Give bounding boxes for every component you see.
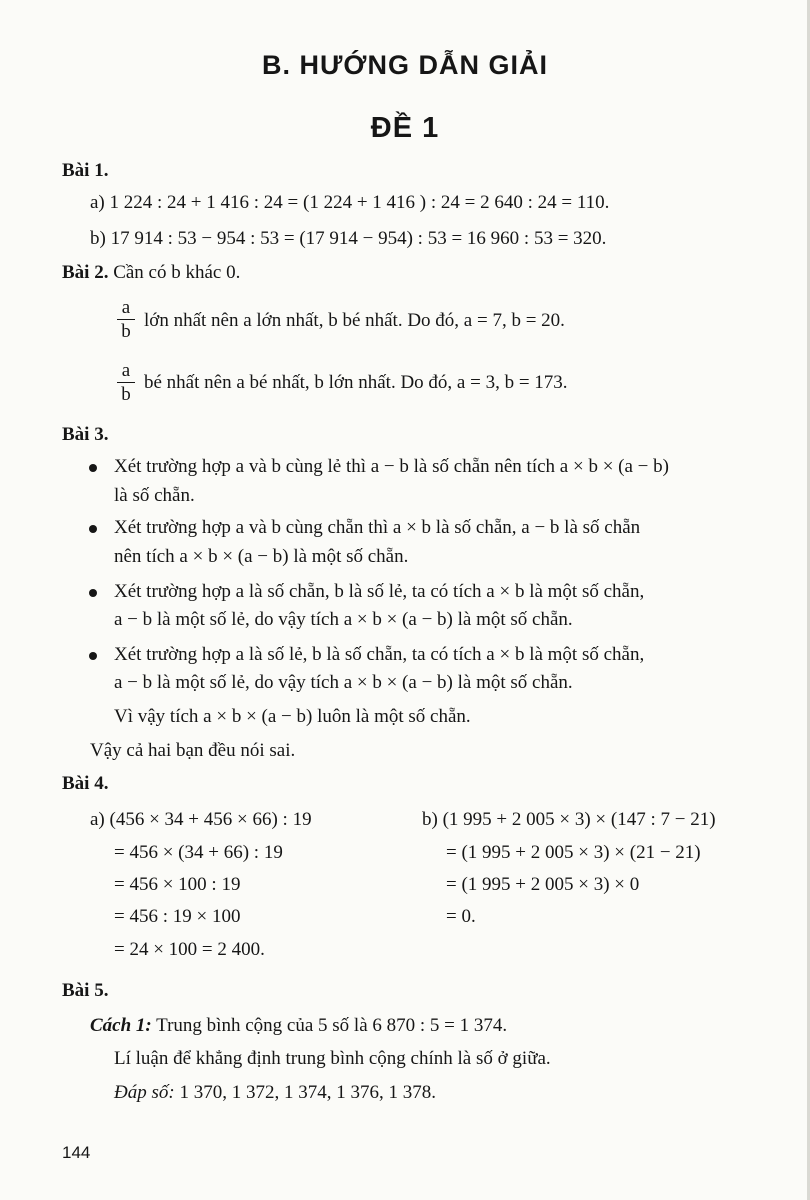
page-number: 144 <box>62 1143 91 1162</box>
bai3-item1-line1: Xét trường hợp a và b cùng lẻ thì a − b là số chẵn nên tích a × b × (a − b) <box>114 456 669 477</box>
fraction-numerator: a <box>121 297 131 318</box>
bai4-a-line1: a) (456 × 34 + 456 × 66) : 19 <box>90 809 312 830</box>
bullet-icon <box>89 464 97 472</box>
bai2-line1: lớn nhất nên a lớn nhất, b bé nhất. Do đó, a = 7, b = 20. <box>144 310 565 331</box>
bai2-header <box>62 262 240 284</box>
fraction-bar <box>117 319 135 320</box>
bai4-b-line1: b) (1 995 + 2 005 × 3) × (147 : 7 − 21) <box>422 809 716 830</box>
bai1-a: a) 1 224 : 24 + 1 416 : 24 = (1 224 + 1 416 ) : 24 = 2 640 : 24 = 110. <box>90 192 610 213</box>
bai4-b-line3: = (1 995 + 2 005 × 3) × 0 <box>446 874 640 895</box>
bai4-a-line2: = 456 × (34 + 66) : 19 <box>114 842 283 863</box>
fraction-a-over-b <box>116 361 136 404</box>
bai5-answer <box>114 1082 436 1104</box>
bai5-cach1-label: Cách 1: <box>90 1015 152 1036</box>
bai4-a-line4: = 456 : 19 × 100 <box>114 906 241 927</box>
bai4-a-line5: = 24 × 100 = 2 400. <box>114 939 265 960</box>
bai5-label: Bài 5. <box>62 980 109 1001</box>
bai3-item3-line1: Xét trường hợp a là số chẵn, b là số lẻ, ta có tích a × b là một số chẵn, <box>114 581 645 602</box>
bai3-item4-line1: Xét trường hợp a là số lẻ, b là số chẵn, ta có tích a × b là một số chẵn, <box>114 644 645 665</box>
fraction-denominator: b <box>121 384 131 405</box>
bullet-icon <box>89 652 97 660</box>
bai3-label: Bài 3. <box>62 424 109 445</box>
bullet-icon <box>89 589 97 597</box>
exam-title: ĐỀ 1 <box>370 112 440 144</box>
bai5-answer-text: 1 370, 1 372, 1 374, 1 376, 1 378. <box>179 1082 436 1103</box>
bai1-label: Bài 1. <box>62 160 109 181</box>
fraction-bar <box>117 382 135 383</box>
bai3-item2-line2: nên tích a × b × (a − b) là một số chẵn. <box>114 546 409 567</box>
fraction-numerator: a <box>121 360 131 381</box>
fraction-denominator: b <box>121 321 131 342</box>
bai3-item2-line1: Xét trường hợp a và b cùng chẵn thì a × b là số chẵn, a − b là số chẵn <box>114 517 641 538</box>
bai3-item1-line2: là số chẵn. <box>114 485 195 506</box>
bai5-cach1 <box>90 1015 507 1037</box>
bai5-reason: Lí luận để khẳng định trung bình cộng chính là số ở giữa. <box>114 1048 551 1069</box>
bai4-b-line2: = (1 995 + 2 005 × 3) × (21 − 21) <box>446 842 701 863</box>
section-title: B. HƯỚNG DẪN GIẢI <box>262 50 548 80</box>
bai3-item3-line2: a − b là một số lẻ, do vậy tích a × b × (a − b) là một số chẵn. <box>114 609 573 630</box>
bai5-answer-label: Đáp số: <box>114 1082 175 1103</box>
bai1-b: b) 17 914 : 53 − 954 : 53 = (17 914 − 954) : 53 = 16 960 : 53 = 320. <box>90 228 607 249</box>
bai2-intro: Cần có b khác 0. <box>113 262 241 283</box>
bai4-b-line4: = 0. <box>446 906 476 927</box>
bullet-icon <box>89 525 97 533</box>
bai5-cach1-text: Trung bình cộng của 5 số là 6 870 : 5 = 1 374. <box>156 1015 508 1036</box>
bai2-line2: bé nhất nên a bé nhất, b lớn nhất. Do đó, a = 3, b = 173. <box>144 372 568 393</box>
bai4-a-line3: = 456 × 100 : 19 <box>114 874 241 895</box>
bai3-conclusion-2: Vậy cả hai bạn đều nói sai. <box>90 740 296 761</box>
fraction-a-over-b <box>116 298 136 341</box>
bai4-label: Bài 4. <box>62 773 109 794</box>
bai3-item4-line2: a − b là một số lẻ, do vậy tích a × b × (a − b) là một số chẵn. <box>114 672 573 693</box>
bai2-label: Bài 2. <box>62 262 109 283</box>
bai3-conclusion-1: Vì vậy tích a × b × (a − b) luôn là một số chẵn. <box>114 706 471 727</box>
